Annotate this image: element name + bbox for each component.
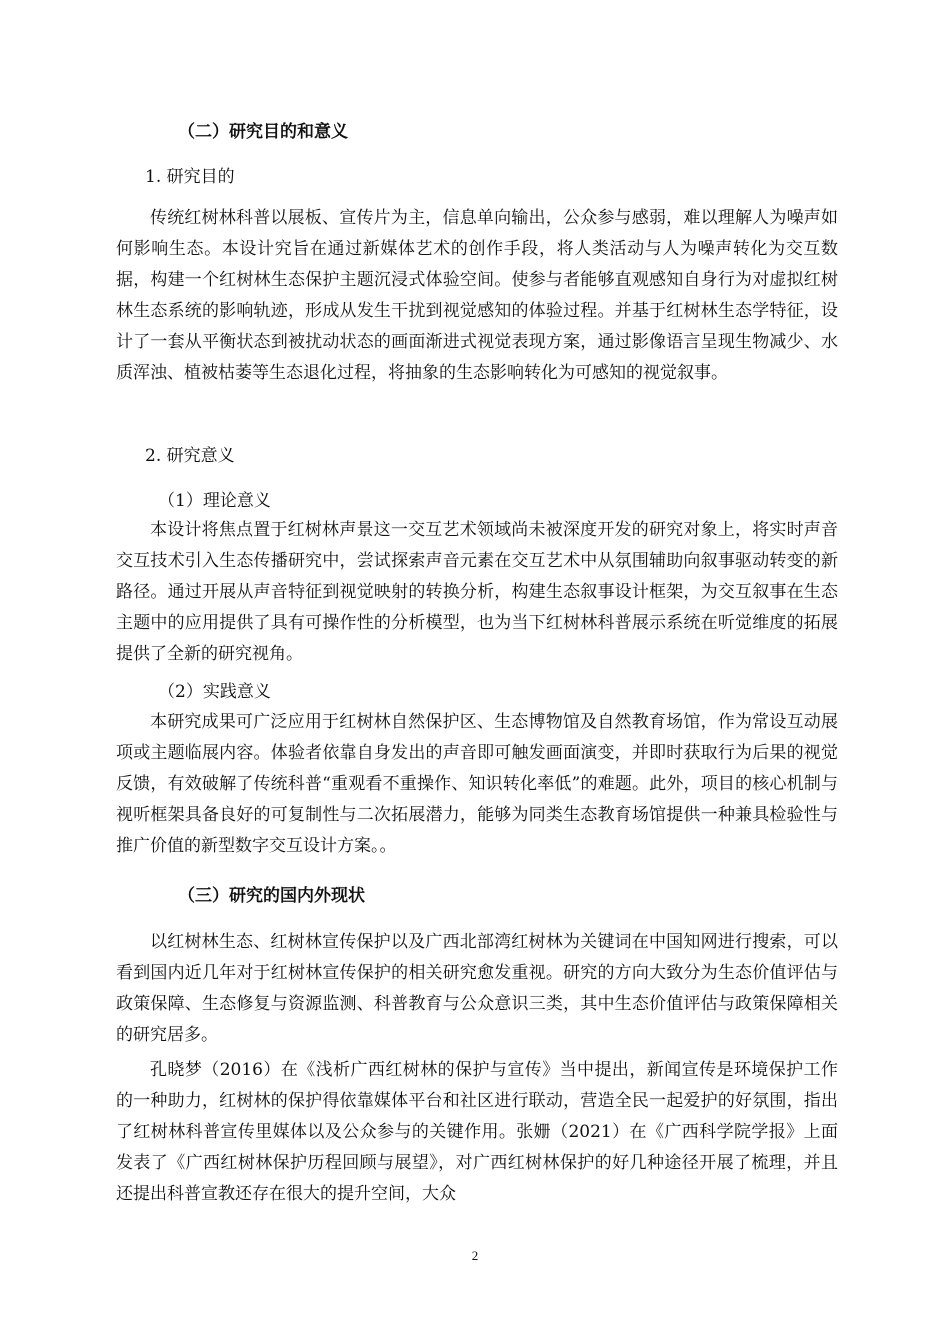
paragraph-research-status-2: 孔晓梦（2016）在《浅析广西红树林的保护与宣传》当中提出，新闻宣传是环境保护工作的一种助力，红树林的保护得依靠媒体平台和社区进行联动，营造全民一起爱护的好氛围，指出了红树林科普宣传里媒体以及公众参与的关键作用。张姗（2021）在《广西科学院学报》上面发表了《广西红树林保护历程回顾与展望》，对广西红树林保护的好几种途径开展了梳理，并且还提出科普宣教还存在很大的提升空间，大众: [116, 1060, 838, 1204]
subheading-practical-significance: （2）实践意义: [158, 682, 271, 702]
paragraph-research-purpose: 传统红树林科普以展板、宣传片为主，信息单向输出，公众参与感弱，难以理解人为噪声如何影响生态。本设计究旨在通过新媒体艺术的创作手段，将人类活动与人为噪声转化为交互数据，构建一个红树林生态保护主题沉浸式体验空间。使参与者能够直观感知自身行为对虚拟红树林生态系统的影响轨迹，形成从发生干扰到视觉感知的体验过程。并基于红树林生态学特征，设计了一套从平衡状态到被扰动状态的画面渐进式视觉表现方案，通过影像语言呈现生物减少、水质浑浊、植被枯萎等生态退化过程，将抽象的生态影响转化为可感知的视觉叙事。: [116, 208, 838, 383]
section-heading-research-status: （三）研究的国内外现状: [178, 886, 365, 906]
paragraph-practical-significance: 本研究成果可广泛应用于红树林自然保护区、生态博物馆及自然教育场馆，作为常设互动展项或主题临展内容。体验者依靠自身发出的声音即可触发画面演变，并即时获取行为后果的视觉反馈，有效破解了传统科普“重观看不重操作、知识转化率低”的难题。此外，项目的核心机制与视听框架具备良好的可复制性与二次拓展潜力，能够为同类生态教育场馆提供一种兼具检验性与推广价值的新型数字交互设计方案。。: [116, 712, 838, 856]
paragraph-research-status-1: 以红树林生态、红树林宣传保护以及广西北部湾红树林为关键词在中国知网进行搜索，可以看到国内近几年对于红树林宣传保护的相关研究愈发重视。研究的方向大致分为生态价值评估与政策保障、生态修复与资源监测、科普教育与公众意识三类，其中生态价值评估与政策保障相关的研究居多。: [116, 932, 838, 1045]
subheading-research-significance: 2. 研究意义: [145, 446, 235, 466]
subheading-research-purpose: 1. 研究目的: [145, 167, 235, 187]
paragraph-theoretical-significance: 本设计将焦点置于红树林声景这一交互艺术领域尚未被深度开发的研究对象上，将实时声音交互技术引入生态传播研究中，尝试探索声音元素在交互艺术中从氛围辅助向叙事驱动转变的新路径。通过开展从声音特征到视觉映射的转换分析，构建生态叙事设计框架，为交互叙事在生态主题中的应用提供了具有可操作性的分析模型，也为当下红树林科普展示系统在听觉维度的拓展提供了全新的研究视角。: [116, 520, 838, 664]
subheading-theoretical-significance: （1）理论意义: [158, 491, 271, 511]
page-number: 2: [471, 1248, 479, 1263]
section-heading-purpose: （二）研究目的和意义: [178, 122, 348, 142]
